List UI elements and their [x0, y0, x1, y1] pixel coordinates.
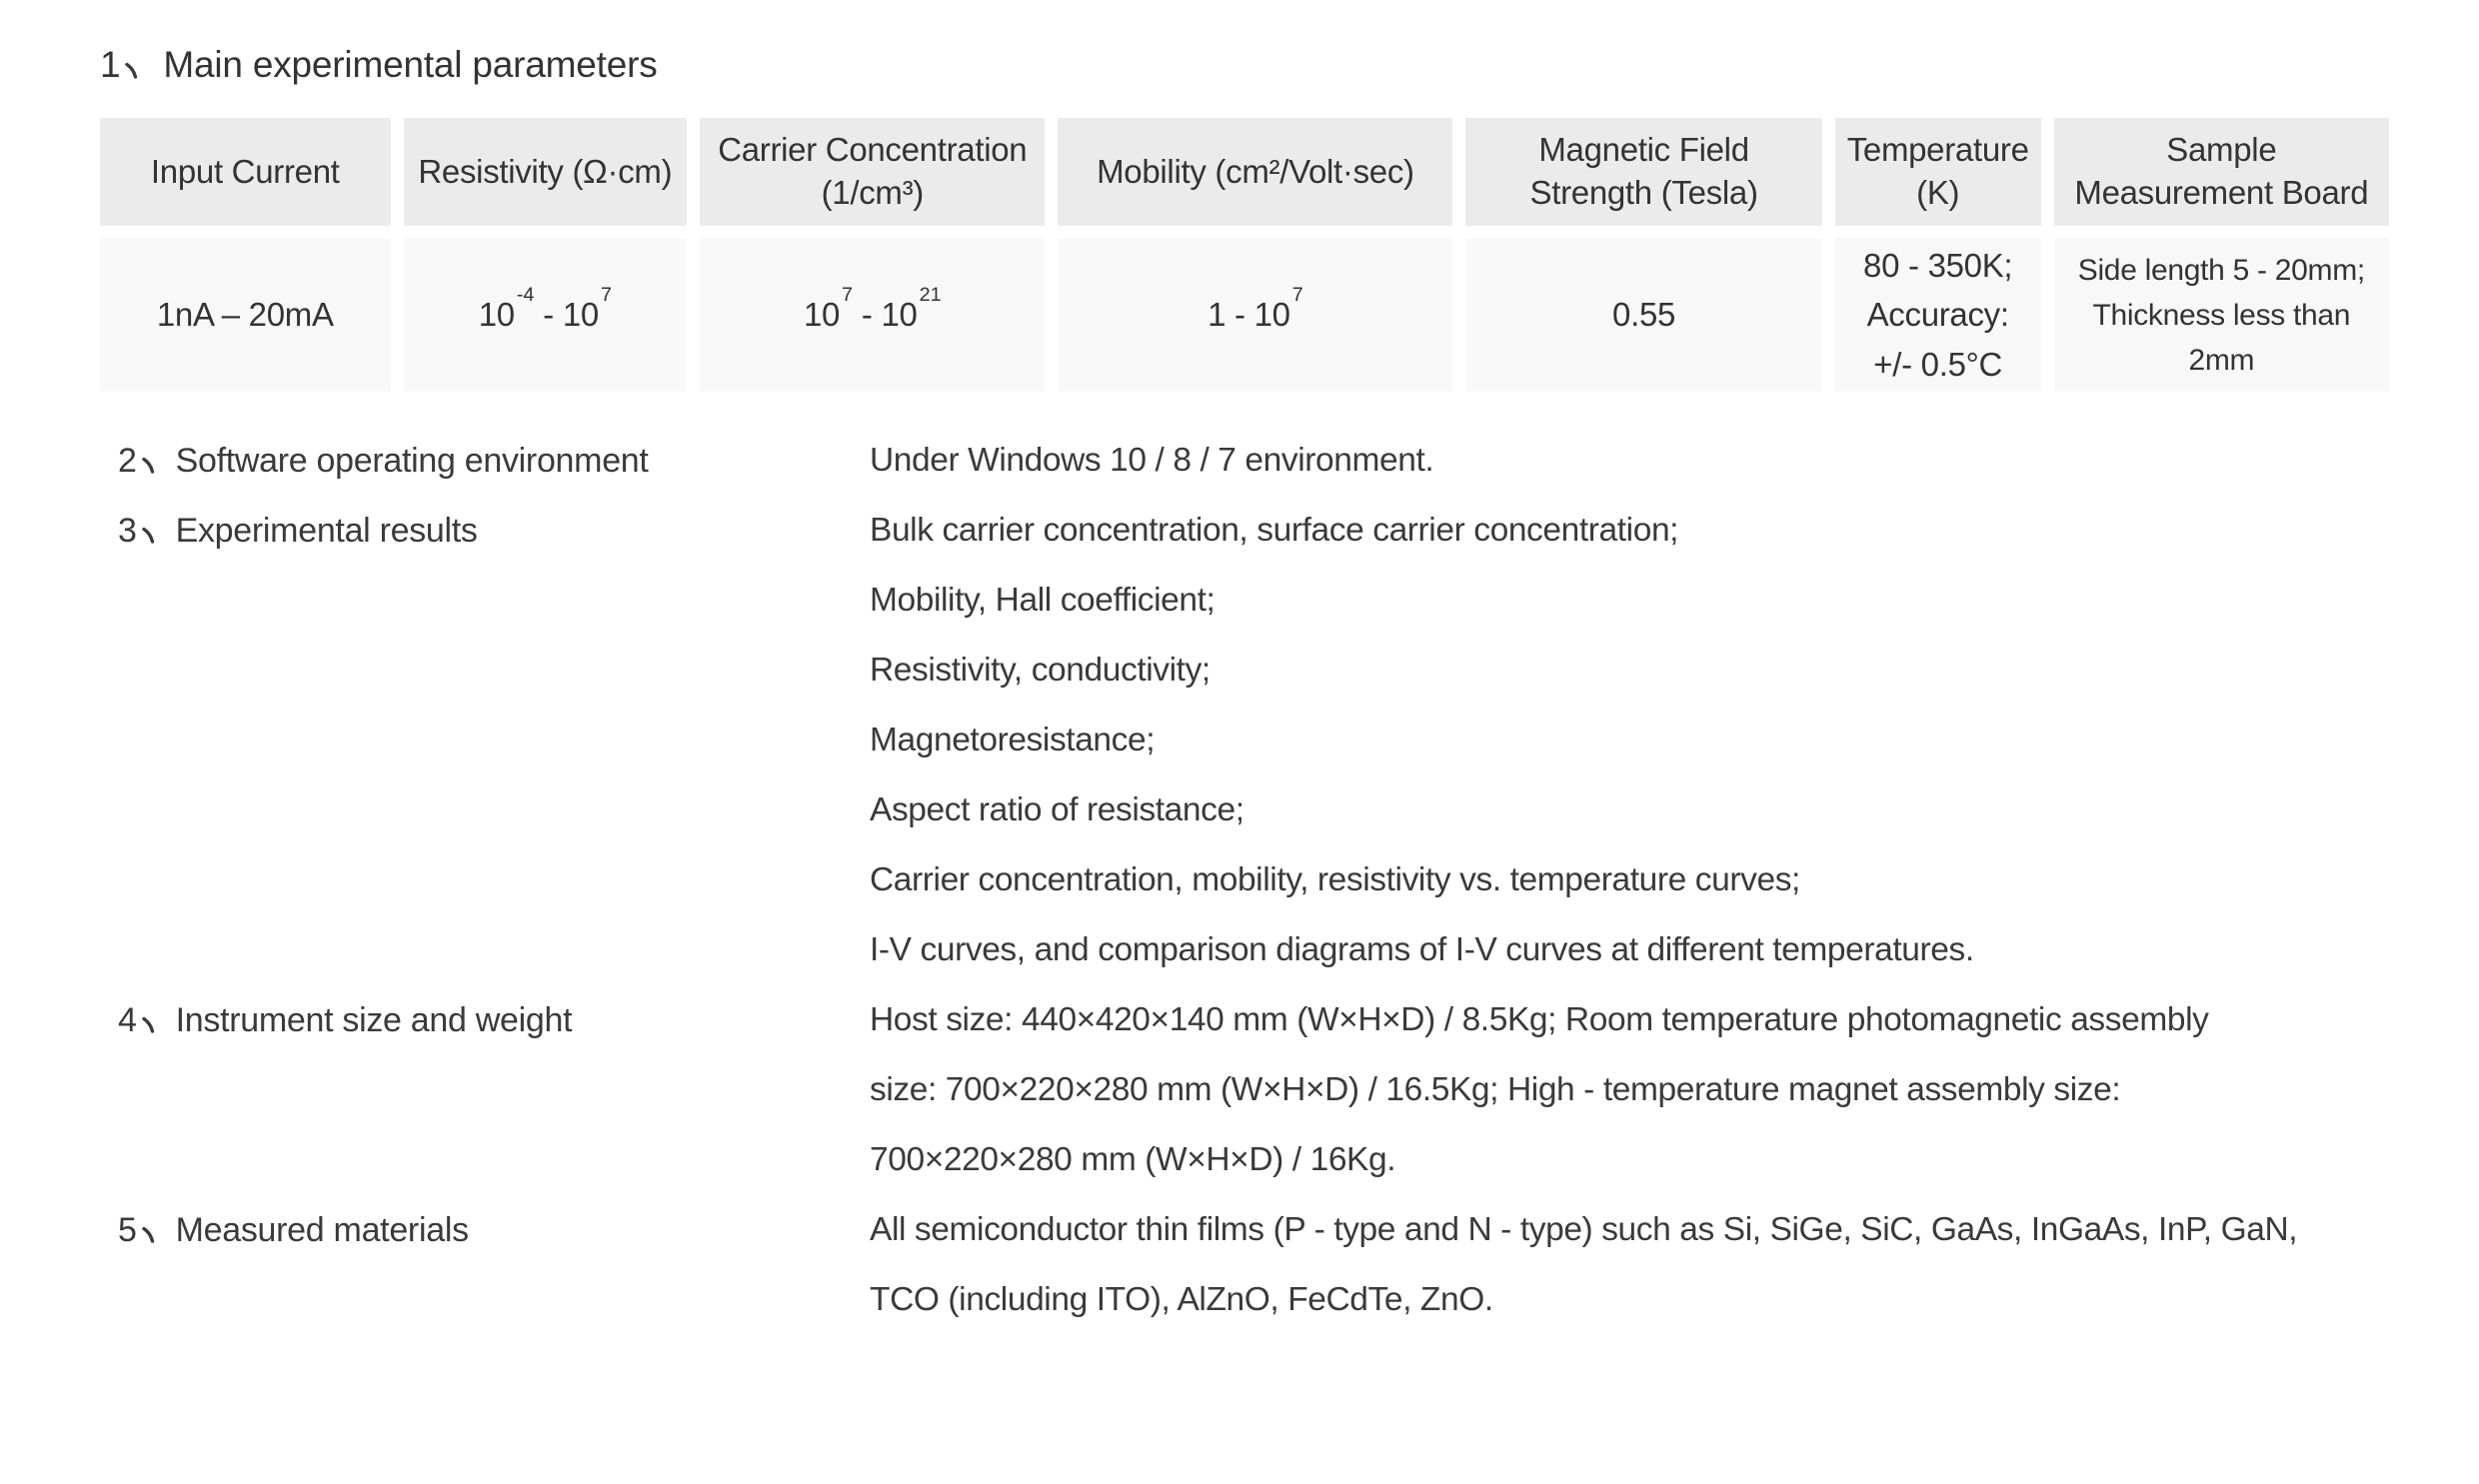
table-header-carrier-concentration: Carrier Concentration (1/cm³): [700, 118, 1045, 226]
section-software-environment: [100, 426, 2479, 496]
section-line: 700×220×280 mm (W×H×D) / 16Kg.: [870, 1141, 1396, 1178]
table-cell-mobility: [1058, 238, 1452, 392]
carrier-concentration-range: $10^7 - 10^{21}$: [803, 284, 942, 333]
section-line: Aspect ratio of resistance;: [870, 791, 1244, 828]
exponent: -4: [516, 284, 535, 307]
section-label: [100, 496, 870, 566]
table-header-input-current: Input Current: [100, 118, 391, 226]
exponent: 7: [1291, 284, 1303, 307]
section-label-text: Experimental results: [175, 512, 478, 550]
section-number: 5: [118, 1211, 137, 1249]
exponent: 21: [919, 284, 942, 307]
section-line: Carrier concentration, mobility, resistivity vs. temperature curves;: [870, 861, 1800, 898]
section-label: [100, 426, 870, 496]
table-cell-magnetic-field: 0.55: [1465, 238, 1821, 392]
table-header-mobility: Mobility (cm²/Volt·sec): [1058, 118, 1452, 226]
section-content: [870, 496, 2479, 985]
section-label: [100, 1195, 870, 1265]
section-line: Mobility, Hall coefficient;: [870, 582, 1216, 619]
section-line: Resistivity, conductivity;: [870, 652, 1211, 689]
section-line: Bulk carrier concentration, surface carrier concentration;: [870, 512, 1679, 549]
table-cell-carrier-concentration: [700, 238, 1045, 392]
section-experimental-results: [100, 496, 2479, 985]
doc-title-number: 1: [100, 44, 121, 85]
section-content: [870, 1195, 2479, 1335]
section-content: [870, 426, 2479, 496]
exponent: 7: [842, 284, 854, 307]
table-header-temperature: Temperature (K): [1835, 118, 2041, 226]
mobility-range: $1 - 10^7$: [1208, 284, 1303, 333]
parameters-table: [100, 118, 2389, 392]
ideographic-comma-icon: [140, 1013, 158, 1031]
section-line: size: 700×220×280 mm (W×H×D) / 16.5Kg; High - temperature magnet assembly size:: [870, 1071, 2121, 1108]
section-label-text: Instrument size and weight: [175, 1001, 573, 1039]
section-number: 2: [118, 442, 137, 480]
ideographic-comma-icon: [140, 454, 158, 472]
section-instrument-size-weight: [100, 985, 2479, 1195]
section-line: Magnetoresistance;: [870, 722, 1156, 758]
ideographic-comma-icon: [123, 59, 141, 77]
resistivity-range: $10^{-4} - 10^7$: [478, 284, 612, 333]
section-measured-materials: [100, 1195, 2479, 1335]
section-line: TCO (including ITO), AlZnO, FeCdTe, ZnO.: [870, 1281, 1493, 1318]
section-number: 3: [118, 512, 137, 550]
section-number: 4: [118, 1001, 137, 1039]
ideographic-comma-icon: [140, 524, 158, 542]
spec-sections: [100, 426, 2479, 1335]
section-line: All semiconductor thin films (P - type and N - type) such as Si, SiGe, SiC, GaAs, InGaAs, InP, GaN,: [870, 1211, 2298, 1248]
section-line: Under Windows 10 / 8 / 7 environment.: [870, 442, 1434, 479]
table-cell-input-current: 1nA – 20mA: [100, 238, 391, 392]
section-line: I-V curves, and comparison diagrams of I-V curves at different temperatures.: [870, 931, 1974, 968]
table-cell-sample-board: Side length 5 - 20mm; Thickness less than 2mm: [2054, 238, 2389, 392]
section-line: Host size: 440×420×140 mm (W×H×D) / 8.5Kg; Room temperature photomagnetic assembly: [870, 1001, 2209, 1038]
doc-title-text: Main experimental parameters: [163, 44, 658, 85]
section-label-text: Measured materials: [175, 1211, 469, 1249]
table-header-sample-board: Sample Measurement Board: [2054, 118, 2389, 226]
table-cell-resistivity: [404, 238, 688, 392]
section-content: [870, 985, 2479, 1195]
section-label: [100, 985, 870, 1055]
ideographic-comma-icon: [140, 1223, 158, 1241]
table-header-magnetic-field: Magnetic Field Strength (Tesla): [1465, 118, 1821, 226]
table-header-resistivity: Resistivity (Ω·cm): [404, 118, 688, 226]
table-cell-temperature: 80 - 350K; Accuracy: +/- 0.5°C: [1835, 238, 2041, 392]
section-label-text: Software operating environment: [175, 442, 649, 480]
exponent: 7: [600, 284, 612, 307]
doc-title: [100, 44, 2479, 86]
